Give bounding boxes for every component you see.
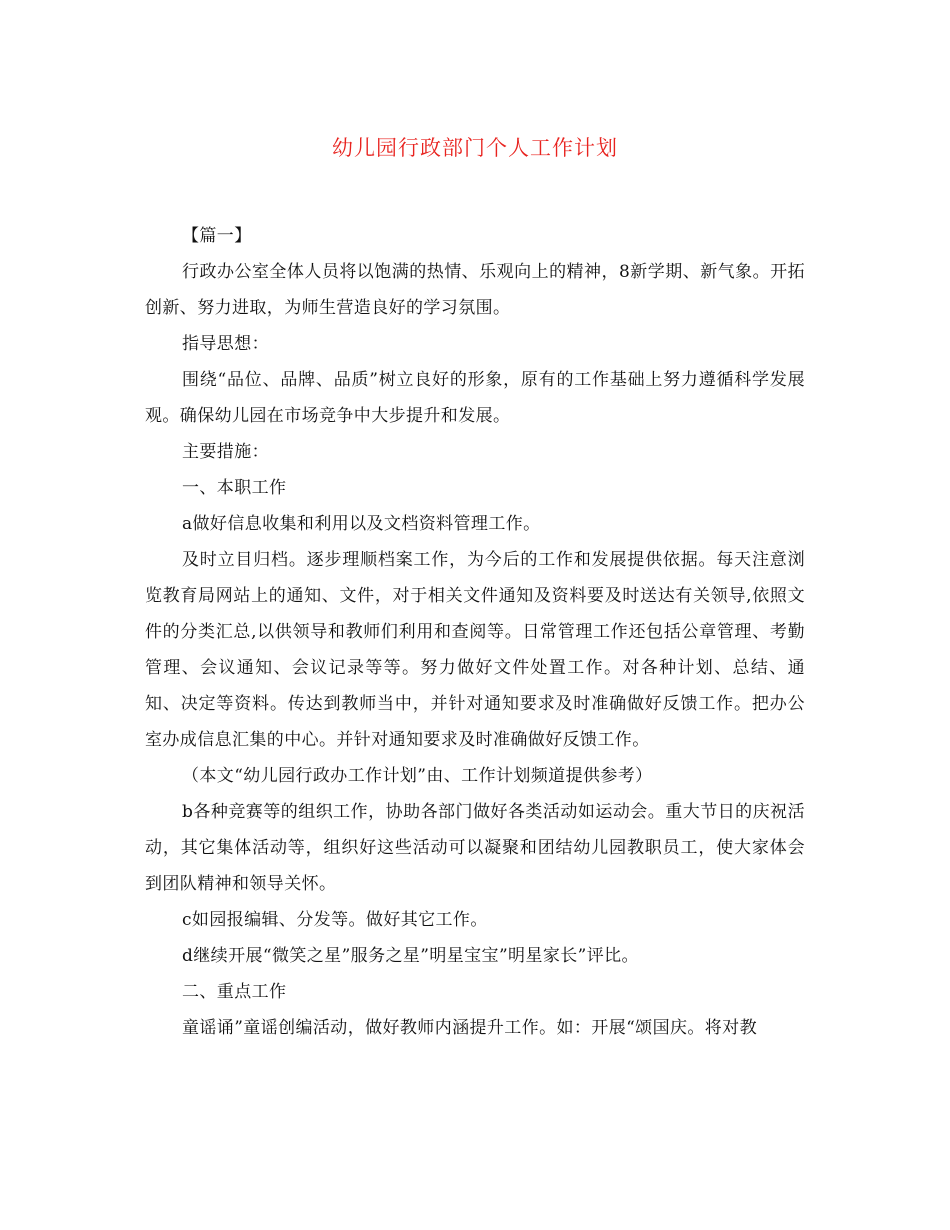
paragraph: b各种竞赛等的组织工作，协助各部门做好各类活动如运动会。重大节日的庆祝活动，其它集体活动等，组织好这些活动可以凝聚和团结幼儿园教职员工，使大家体会到团队精神和领导关怀。 [145, 802, 805, 894]
paragraph-note: （本文“幼儿园行政办工作计划”由、工作计划频道提供参考） [182, 766, 653, 786]
paragraph-heading: 主要措施： [182, 442, 269, 462]
paragraph: d继续开展“微笑之星”服务之星”明星宝宝”明星家长”评比。 [182, 946, 639, 966]
document-title: 幼儿园行政部门个人工作计划 [332, 136, 618, 160]
paragraph: c如园报编辑、分发等。做好其它工作。 [182, 910, 488, 930]
paragraph-heading: 二、重点工作 [182, 982, 287, 1002]
paragraph-section-heading: 【篇一】 [182, 226, 252, 246]
document-body [145, 218, 805, 1046]
paragraph-heading: 一、本职工作 [182, 478, 287, 498]
paragraph: 围绕“品位、品牌、品质”树立良好的形象，原有的工作基础上努力遵循科学发展观。确保幼儿园在市场竞争中大步提升和发展。 [145, 370, 805, 426]
paragraph-heading: 指导思想： [182, 334, 269, 354]
paragraph: 及时立目归档。逐步理顺档案工作，为今后的工作和发展提供依据。每天注意浏览教育局网站上的通知、文件，对于相关文件通知及资料要及时送达有关领导,依照文件的分类汇总,以供领导和教师们利用和查阅等。日常管理工作还包括公章管理、考勤管理、会议通知、会议记录等等。努力做好文件处置工作。对各种计划、总结、通知、决定等资料。传达到教师当中，并针对通知要求及时准确做好反馈工作。把办公室办成信息汇集的中心。并针对通知要求及时准确做好反馈工作。 [145, 550, 805, 750]
paragraph: a做好信息收集和利用以及文档资料管理工作。 [182, 514, 541, 534]
paragraph: 行政办公室全体人员将以饱满的热情、乐观向上的精神，8新学期、新气象。开拓创新、努力进取，为师生营造良好的学习氛围。 [145, 262, 805, 318]
paragraph: 童谣诵”童谣创编活动，做好教师内涵提升工作。如：开展“颂国庆。将对教 [182, 1018, 757, 1038]
